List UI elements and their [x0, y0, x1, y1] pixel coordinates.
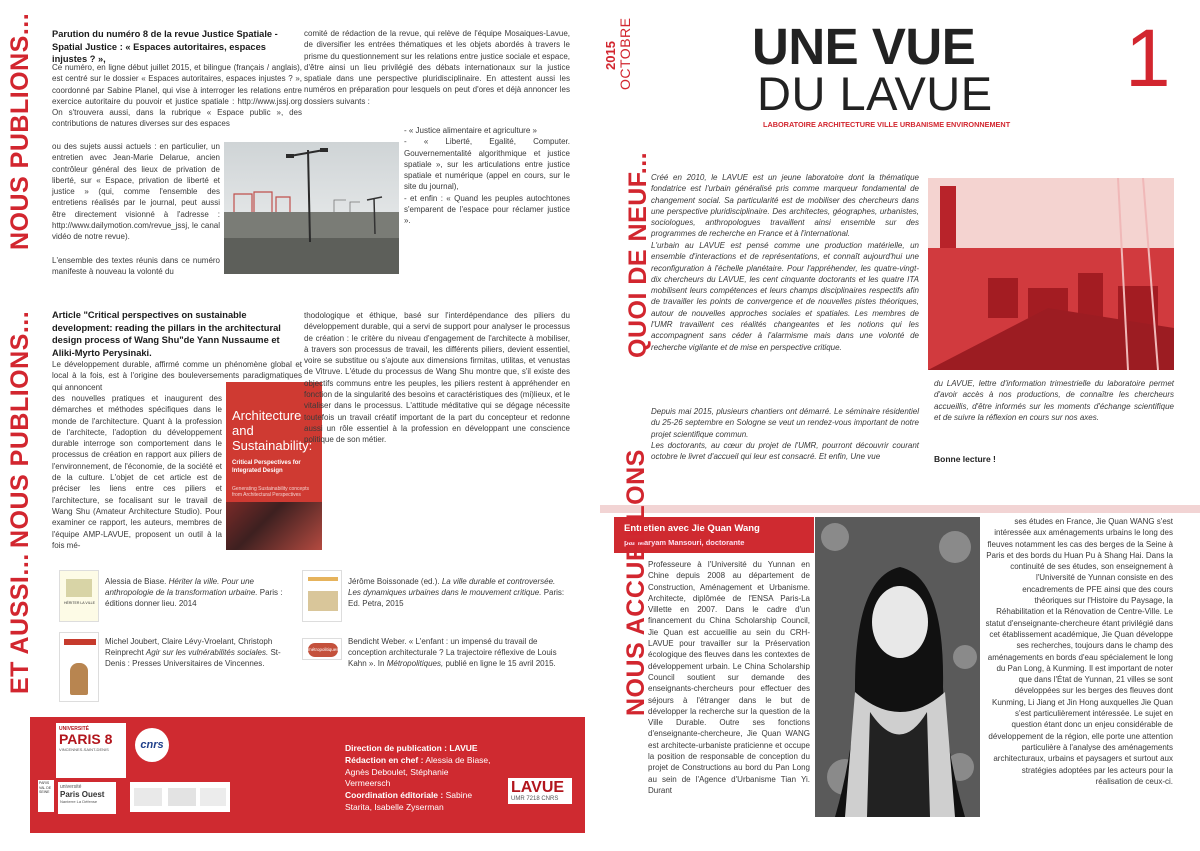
interview-col1: Professeure à l'Université du Yunnan en Chine depuis 2008 au département de Construction, Aménagement et Urbanisme. Architecte, diplômée de l'ENSA Paris-La Villette en 2007. Dans le cadre d'un financement du China Scholarship Council, Jie Quan est accueillie au sein du CRH-LAVUE pour travailler sur la Préservation écologique des fleuves dans les contextes de développement urbain. Le China Scholarship Council soutient sur demande des enseignants-chercheurs pour effectuer des séjours à l'étranger dans le but de développer la recherche sur la question de la Ville Durable. Outre ses fonctions d'enseignante-chercheure, Jie Quan WANG est architecte-urbaniste praticienne et occupe la position de responsable de conception du projet de Constructions au bord du Pan Long au sein de l'Agence d'Urbanisme Tian Yi. Durant [648, 560, 810, 795]
redaction-names: Alessia de Biase, Agnès Deboulet, Stéphanie Vermeersch [345, 754, 491, 789]
ref-author: Bendicht Weber. « L'enfant : un impensé du travail de conception architecturale ? La trajectoire réflexive de Louis Kahn ». In [348, 637, 557, 668]
coordination-label: Coordination éditoriale : [345, 790, 444, 801]
quoi-p2: L'urbain au LAVUE est pensé comme une production matérielle, un ensemble d'interactions et de représentations, et connaît aujourd'hui une reconfiguration à l'échelle planétaire. Pour l'appréhender, les quatre-vingt-dix chercheurs du LAVUE, les cent cinquante doctorants et les quatre ITA mobilisent leurs compétences et leurs champs disciplinaires respectifs afin de travailler les points de convergence et de nouvelles pistes théoriques, autour de nouvelles approches sociales et spatiales. Les membres de l'UMR travaillent ces réalités changeantes et les notions qui les accompagnent sans céder à l'alarmisme mais dans une volonté de recherche vigilante et de mise en perspective critique. [651, 241, 919, 352]
interview-byline: par Maryam Mansouri, doctorante [624, 538, 745, 547]
thumb-image [308, 591, 338, 611]
portrait-photo [815, 517, 980, 817]
issue-year: 2015 [603, 41, 618, 70]
book-thumb-heriter [59, 570, 99, 622]
partner-logo [200, 788, 226, 806]
issue-number: 1 [1125, 13, 1171, 104]
logo-cnrs: cnrs [135, 728, 169, 762]
interview-title: Entretien avec Jie Quan Wang [624, 523, 760, 534]
coordination-line [345, 790, 495, 814]
quoi-p3: Depuis mai 2015, plusieurs chantiers ont démarré. Le séminaire résidentiel du 25-26 septembre en Sologne se veut un rendez-vous important de notre projet scientifique commun. [651, 407, 919, 439]
ref-author: Jérôme Boissonade (ed.). [348, 577, 440, 586]
logo-paris-ouest-sub: Nanterre La Défense [60, 799, 98, 804]
ref-title: Agir sur les vulnérabilités sociales. [145, 648, 269, 657]
logo-paris8-main: PARIS 8 [59, 731, 113, 747]
logo-paris-val-de-seine: PARIS VAL DE SEINE [38, 780, 54, 812]
book-thumb-ville-durable [302, 570, 342, 622]
article1-col1-bottom: L'ensemble des textes réunis dans ce numéro manifeste à nouveau la volonté du [52, 256, 220, 277]
interview-col2: ses études en France, Jie Quan WANG s'est intéressée aux aménagements urbains le long des fleuves notamment les cas des berges de la Seine à Paris et des bords du Huan Pu à Shang Hai. Dans la continuité de ses études, son enseignement à l'Université de Yunnan consiste en des encadrements de PFE ainsi que des cours théoriques sur l'Histoire du Paysage, la Réhabilitation et la Rénovation de Centre-Ville. Le statut d'enseignante-chercheure étant privilégié dans cet établissement académique, Jie Quan développe ses recherches, toujours dans le champ des aménagements en bords d'eau spécialement le long du Pan Long, à Kunming. Il est important de noter que dans l'État de Yunnan, 21 villes se sont développées sur les berges des fleuves dont Kunming, Li Jiang et Jin Hong auxquelles Jie Quan s'est particulièrement intéressée. Le sujet en question étant donc un enjeu considérable de développement de la région, elle porte une attention particulière à l'analyse des aménagements architecturaux, urbains et paysagers et surtout aux stratégies adoptées par les acteurs pour la réalisation de ceux-ci. [985, 517, 1173, 786]
ref-rest: publié en ligne le 15 avril 2015. [445, 659, 556, 668]
bonne-lecture: Bonne lecture ! [934, 454, 996, 464]
ref-rest: St-Denis : Presses Universitaires de Vincennes. [105, 648, 281, 668]
metropolitiques-text: métropolitiques [308, 643, 338, 657]
article1-list-item: - « Justice alimentaire et agriculture » [404, 126, 537, 135]
logo-lavue [508, 778, 572, 804]
book-title: Architecture and Sustainability: [232, 408, 313, 453]
article2-col1-side: des nouvelles pratiques et inaugurent des démarches et méthodes spécifiques dans le monde de l'architecture. Quant à la profession de l'architecte, l'adoption du développement durable interroge son comportement dans le processus de création en rapport aux piliers de l'environnement, de l'économie, de la société et de la culture. L'objet de cet article est de préciser les liens entre ces piliers et l'architecture, se focalisant sur le travail de Wang Shu (Amateur Architecture Studio). Pour examiner ce rapport, les auteurs, membres de l'équipe AMP-LAVUE, proposent un outil à la fois mé- [52, 394, 222, 550]
ref-3 [105, 636, 300, 669]
section-label-et-aussi: ET AUSSI... [6, 553, 34, 694]
logo-paris-ouest [58, 782, 116, 814]
masthead-subtitle: LABORATOIRE ARCHITECTURE VILLE URBANISME ENVIRONNEMENT [763, 120, 1011, 129]
section-label-nous-accueillons: NOUS ACCUEILLONS [622, 449, 650, 716]
logo-metropolitiques [302, 638, 342, 660]
issue-month: OCTOBRE [617, 17, 633, 90]
book-tagline: Generating Sustainability concepts from Architectural Perspectives [232, 486, 309, 498]
ref-author: Michel Joubert, Claire Lévy-Vroelant, Christoph Reinprecht [105, 637, 273, 657]
ref-2 [348, 576, 568, 609]
article1-list-item: - « Liberté, Egalité, Computer. Gouvernementalité algorithmique et justice spatiale », sur les articulations entre justice spatiale et numérique (appel en cours, sur le site du journal), [404, 137, 570, 192]
partner-logo [168, 788, 196, 806]
credits [345, 743, 495, 814]
divider-band [600, 505, 1200, 513]
coordination-names: Sabine Starita, Isabelle Zyserman [345, 790, 473, 812]
quoi-p4: Les doctorants, au cœur du projet de l'UMR, pourront découvrir courant octobre le livret d'accueil qui leur est consacré. Et enfin, Une vue [651, 441, 919, 462]
article1-col2: comité de rédaction de la revue, qui relève de l'équipe Mosaiques-Lavue, de diversifier les entrées thématiques et les objets abordés à travers le prisme du questionnement sur les relations entre justice sociale et espace, d'être ainsi un lieu privilégié des débats internationaux sur la justice spatiale dans une perspective pluridisciplinaire. En attestent aussi les numéros en préparation pour lesquels on peut d'ores et déjà annoncer les dossiers suivants : [304, 29, 570, 106]
section-label-nous-publions-2: NOUS PUBLIONS... [6, 310, 34, 548]
thumb-image [70, 663, 88, 695]
thumb-label: HÉRITER LA VILLE [64, 601, 95, 605]
logo-paris-ouest-top: université [60, 784, 82, 790]
quoi-p1: Créé en 2010, le LAVUE est un jeune laboratoire dont la thématique fondatrice est l'urbain généralisé pris comme marqueur fondamental de changement social. Sa particularité est de mobiliser des chercheurs dans une perspective pluridisciplinaire. Des architectes, géographes, urbanistes, sociologues, anthropologues travaillent ainsi ensemble sur des programmes de recherche en France et à l'international. [651, 173, 919, 239]
logo-paris-ouest-main: Paris Ouest [60, 790, 105, 799]
article1-heading: Parution du numéro 8 de la revue Justice Spatiale - Spatial Justice : « Espaces autoritaires, espaces injustes ? », [52, 29, 278, 64]
thumb-band [64, 639, 96, 645]
redaction-line [345, 755, 495, 790]
section-label-nous-publions-1: NOUS PUBLIONS... [6, 12, 34, 250]
section-label-quoi-de-neuf: QUOI DE NEUF... [624, 151, 652, 358]
rooftop-photo [928, 178, 1174, 370]
lavue-logo-text: LAVUE [511, 779, 565, 796]
lavue-umr: UMR 7218 CNRS [511, 796, 559, 802]
book-subtitle: Critical Perspectives for Integrated Design [232, 460, 301, 474]
logo-paris8 [56, 723, 126, 778]
ref-4 [348, 636, 568, 669]
thumb-image [66, 579, 92, 597]
book-cover-image [226, 502, 322, 550]
ref-rest: Paris : éditions donner lieu. 2014 [105, 588, 283, 608]
direction-label: Direction de publication : LAVUE [345, 743, 478, 753]
article2-col2: thodologique et éthique, basé sur l'interdépendance des piliers du développement durable, qui a servi de support pour analyser le processus de création : le critère du niveau d'engagement de l'architecte à mobiliser, à travers son processus de travail, les différents piliers, devient essentiel, voire se substitue ou s'ajoute aux dimensions firmitas, utilitas, et venustas de Vitruve. L'étude du processus de Wang Shu montre que, s'il existe des objectifs communs entre les peuples, les piliers restent à appréhender en fonction de la singularité des besoins et caractéristiques des (mi)lieux, et le vitaliser dans le processus. L'attitude méditative qui se dégage nécessite toutefois un travail créatif important de la part du concepteur et redonne aussi un rôle essentiel à la profession en développant une conscience politique de son métier. [304, 311, 570, 445]
masthead-title-line2: DU LAVUE [757, 67, 993, 120]
partner-logo [134, 788, 162, 806]
ref-title: La ville durable et controversée. Les dynamiques urbaines dans le mouvement critique. [348, 577, 556, 597]
article2-heading: Article "Critical perspectives on sustainable development: reading the pillars in the architectural design process of Wang Shu"de Yann Nussaume et Aliki-Myrto Perysinaki. [52, 310, 281, 358]
logo-paris8-sub: VINCENNES-SAINT-DENIS [59, 747, 109, 752]
thumb-band [308, 577, 338, 581]
article1-list [404, 125, 570, 227]
redaction-label: Rédaction en chef : [345, 754, 424, 765]
masthead-title-line1: UNE VUE [752, 18, 976, 75]
partner-logos [130, 782, 230, 812]
article2-col1-top: Le développement durable, affirmé comme un phénomène global et local à la fois, est à l'origine des bouleversements paradigmatiques qui annoncent [52, 360, 302, 392]
quoi-p5: du LAVUE, lettre d'information trimestrielle du laboratoire permet d'avoir accès à nos productions, de connaître les chercheurs accueillis, d'être informés sur les moments d'échange scientifique et de suivre la réflexion en cours sur nos axes. [934, 379, 1174, 422]
ref-title: Hériter la ville. Pour une anthropologie de la transformation urbaine. [105, 577, 258, 597]
ref-author: Alessia de Biase. [105, 577, 167, 586]
book-thumb-vulnerabilites [59, 632, 99, 702]
ref-rest: Paris: Ed. Petra, 2015 [348, 588, 565, 608]
article1-list-item: - et enfin : « Quand les peuples autochtones s'emparent de l'espace pour réclamer justice ». [404, 193, 570, 226]
article1-col1-side: ou des sujets aussi actuels : en particulier, un entretien avec Jean-Marie Delarue, ancien contrôleur général des lieux de privation de liberté, sur « Espace, privation de liberté et justice » (qui, comme l'ensemble des entretiens réalisés par le journal, peut aussi être directement visionné à l'adresse : http://www.dailymotion.com/revue_jssj, le canal vidéo de notre revue). [52, 142, 220, 242]
article1-col1-top: Ce numéro, en ligne début juillet 2015, et bilingue (français / anglais), est centré sur le dossier « Espaces autoritaires, espaces injustes ? », coordonné par Sabine Planel, qui vise à interroger les relations entre exercice autoritaire du pouvoir et justice spatiale : http://www.jssj.org On s'trouvera aussi, dans la rubrique « Espace public », des contributions de natures diverses sur des espaces [52, 63, 302, 129]
logo-paris8-top: UNIVERSITÉ [59, 726, 90, 732]
ref-1 [105, 576, 300, 609]
ref-title: Métropolitiques, [386, 659, 444, 668]
harbor-photo [224, 142, 399, 274]
